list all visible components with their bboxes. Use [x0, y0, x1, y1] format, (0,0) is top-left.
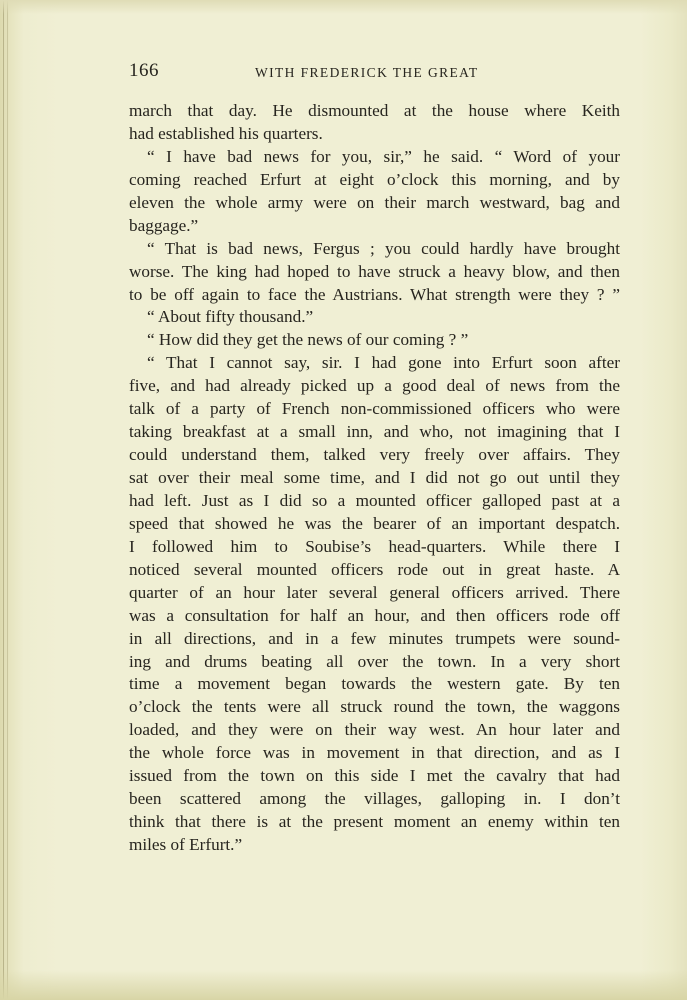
page-top-shade: [0, 0, 687, 14]
text-line: was a consultation for half an hour, and then officers rode off: [129, 605, 620, 625]
text-line: noticed several mounted officers rode out in great haste. A: [129, 559, 620, 579]
text-line: in all directions, and in a few minutes trumpets were sound-: [129, 628, 620, 648]
text-line: quarter of an hour later several general officers arrived. There: [129, 582, 620, 602]
text-line: five, and had already picked up a good deal of news from the: [129, 376, 620, 396]
text-line: think that there is at the present moment an enemy within ten: [129, 812, 620, 832]
text-line: the whole force was in movement in that direction, and as I: [129, 743, 620, 763]
text-line: taking breakfast at a small inn, and who, not imagining that I: [129, 422, 620, 442]
text-line: “ That I cannot say, sir. I had gone into Erfurt soon after: [147, 353, 620, 373]
page-header: [129, 60, 620, 86]
body-text: [129, 100, 620, 857]
spine-line: [7, 0, 8, 1000]
text-line: time a movement began towards the western gate. By ten: [129, 674, 620, 694]
text-line: sat over their meal some time, and I did not go out until they: [129, 468, 620, 487]
spine-line: [3, 0, 4, 1000]
text-line: march that day. He dismounted at the house where Keith: [129, 101, 620, 120]
text-line: to be off again to face the Austrians. What strength were they ? ”: [129, 284, 620, 304]
text-line: eleven the whole army were on their march westward, bag and: [129, 192, 620, 212]
text-line: ing and drums beating all over the town. In a very short: [129, 651, 620, 671]
running-title: WITH FREDERICK THE GREAT: [255, 65, 479, 80]
text-line: issued from the town on this side I met the cavalry that had: [129, 766, 620, 786]
text-line: had established his quarters.: [129, 123, 323, 143]
text-line: speed that showed he was the bearer of an important despatch.: [129, 513, 620, 533]
text-line: could understand them, talked very freely over affairs. They: [129, 445, 620, 465]
text-line: o’clock the tents were all struck round the town, the waggons: [129, 697, 620, 717]
text-line: been scattered among the villages, galloping in. I don’t: [129, 789, 620, 809]
text-line: loaded, and they were on their way west. An hour later and: [129, 720, 620, 740]
text-line: baggage.”: [129, 215, 199, 235]
text-line: coming reached Erfurt at eight o’clock this morning, and by: [129, 169, 620, 189]
text-line: had left. Just as I did so a mounted officer galloped past at a: [129, 490, 620, 510]
text-line: worse. The king had hoped to have struck a heavy blow, and then: [129, 261, 620, 281]
page-number: 166: [129, 60, 159, 81]
text-line: “ I have bad news for you, sir,” he said. “ Word of your: [147, 146, 620, 166]
text-line: “ How did they get the news of our coming ? ”: [147, 330, 469, 350]
text-line: “ About fifty thousand.”: [147, 307, 314, 327]
text-line: I followed him to Soubise’s head-quarters. While there I: [129, 536, 620, 556]
page-bottom-shade: [0, 970, 687, 1000]
text-line: “ That is bad news, Fergus ; you could hardly have brought: [147, 238, 620, 258]
text-line: miles of Erfurt.”: [129, 835, 243, 854]
text-line: talk of a party of French non-commissioned officers who were: [129, 399, 620, 419]
